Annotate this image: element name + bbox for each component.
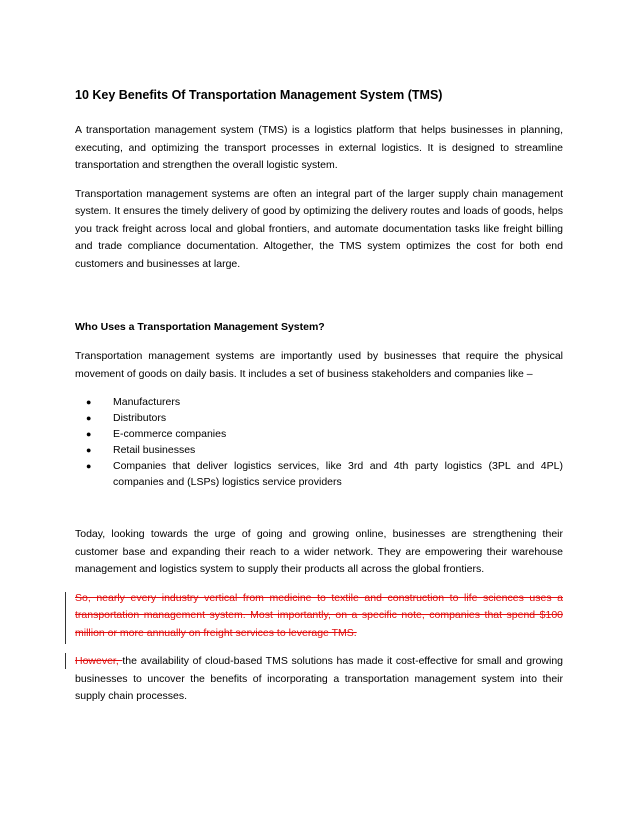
- bullet-icon: ●: [86, 461, 92, 471]
- section-heading: Who Uses a Transportation Management System?: [75, 321, 325, 333]
- deleted-text: However,: [75, 655, 123, 667]
- document-title: 10 Key Benefits Of Transportation Management System (TMS): [75, 88, 443, 102]
- bullet-icon: ●: [86, 397, 92, 407]
- spacer: [75, 284, 563, 320]
- bullet-icon: ●: [86, 429, 92, 439]
- intro-paragraph-2: Transportation management systems are often an integral part of the larger supply chain management system. It ensures the timely delivery of good by optimizing the delivery routes and loads of goods, helps you track freight across local and global frontiers, and automate documentation tasks like freight billing and trade compliance documentation. Altogether, the TMS system optimizes the cost for both end customers and businesses at large.: [75, 187, 563, 270]
- tracked-changes-block: [75, 590, 563, 706]
- list-item: ● Companies that deliver logistics services, like 3rd and 4th party logistics (3PL and 4PL) companies and (LSPs) logistics service providers: [86, 460, 563, 488]
- closing-paragraph-1: Today, looking towards the urge of going and growing online, businesses are strengthening their customer base and expanding their reach to a wider network. They are empowering their warehouse management and logistics system to supply their products all across the global frontiers.: [75, 528, 563, 575]
- stakeholder-list: [75, 394, 563, 490]
- change-bar: [65, 653, 66, 669]
- closing-paragraph-3: However, the availability of cloud-based TMS solutions has made it cost-effective for small and growing businesses to uncover the benefits of incorporating a transportation management system into their supply chain processes.: [75, 655, 563, 702]
- deleted-paragraph: [75, 590, 563, 643]
- bullet-icon: ●: [86, 445, 92, 455]
- section-paragraph: Transportation management systems are importantly used by businesses that require the physical movement of goods on daily basis. It includes a set of business stakeholders and companies like –: [75, 350, 563, 380]
- bullet-icon: ●: [86, 413, 92, 423]
- change-bar: [65, 592, 66, 644]
- intro-paragraph-1: A transportation management system (TMS) is a logistics platform that helps businesses in planning, executing, and optimizing the transport processes in external logistics. It is designed to streamline transportation and strengthen the overall logistic system.: [75, 124, 563, 171]
- list-item: ● Manufacturers: [86, 396, 181, 408]
- list-item: ● E-commerce companies: [86, 428, 227, 440]
- list-item: ● Retail businesses: [86, 444, 196, 456]
- spacer: [75, 490, 563, 526]
- list-item: ● Distributors: [86, 412, 167, 424]
- deleted-text: So, nearly every industry vertical from medicine to textile and construction to life sciences uses a transportation management system. Most importantly, on a specific note, companies that spend $100 million or more annually on freight services to leverage TMS.: [75, 591, 563, 639]
